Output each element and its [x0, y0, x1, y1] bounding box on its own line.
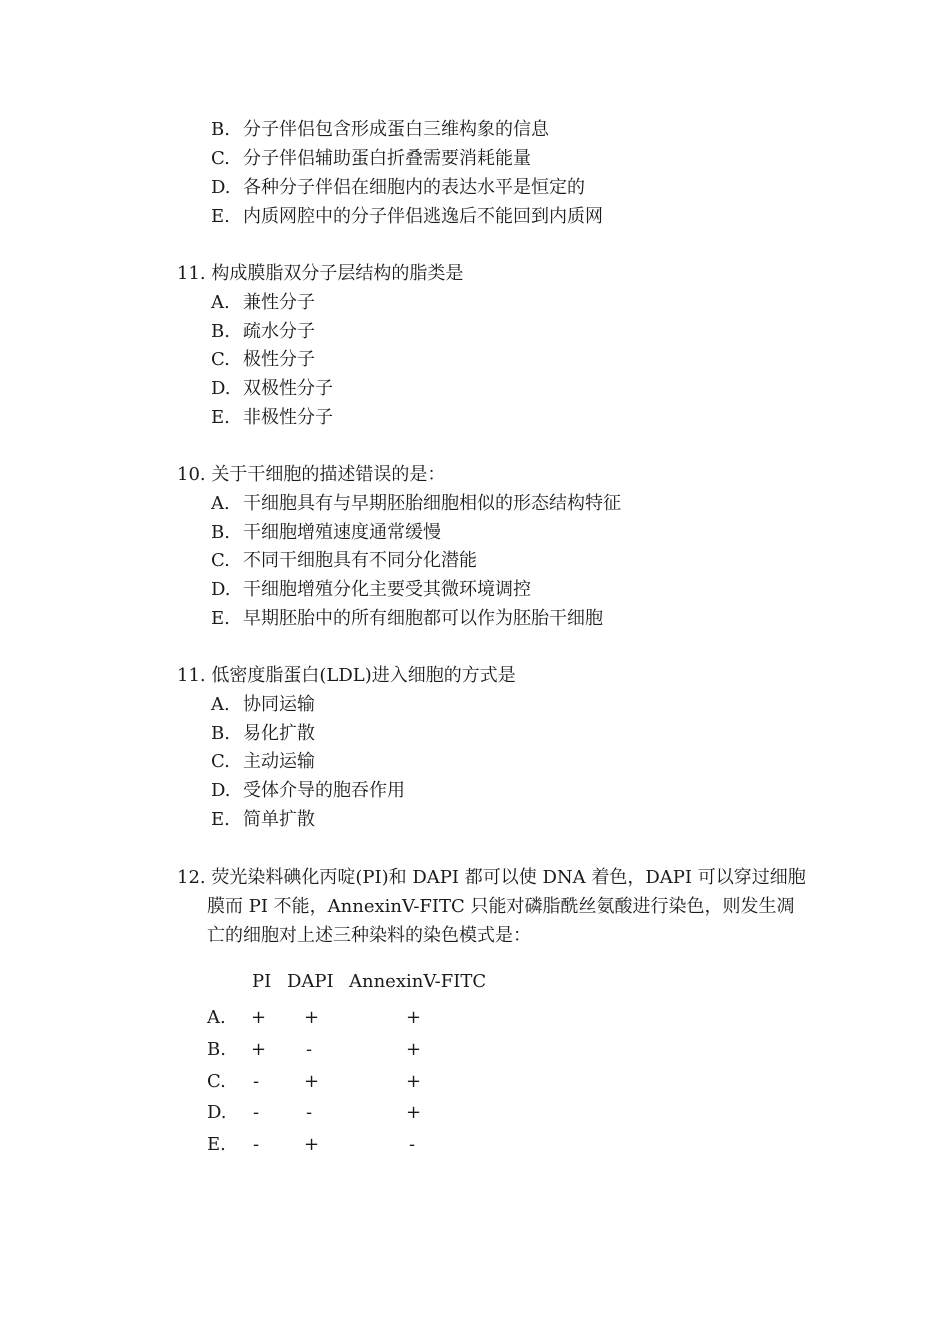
option-letter: A.	[211, 493, 230, 514]
option-letter: B.	[211, 522, 230, 543]
cell-dapi: -	[306, 1102, 313, 1123]
option-letter: E.	[211, 809, 230, 830]
cell-pi: -	[253, 1134, 260, 1155]
option-letter: A.	[211, 694, 230, 715]
option-a	[211, 693, 315, 717]
option-b	[211, 722, 315, 746]
question-text: 关于干细胞的描述错误的是：	[211, 464, 446, 485]
row-letter: D.	[207, 1102, 227, 1123]
option-text: 分子伴侣辅助蛋白折叠需要消耗能量	[243, 148, 531, 169]
question-number: 11.	[177, 263, 206, 284]
question-stem-line-1	[177, 866, 806, 890]
cell-dapi: +	[304, 1071, 320, 1092]
option-b	[211, 521, 441, 545]
option-text: 协同运输	[243, 694, 315, 715]
option-text: 干细胞增殖速度通常缓慢	[243, 522, 441, 543]
question-text: 荧光染料碘化丙啶(PI)和 DAPI 都可以使 DNA 着色，DAPI 可以穿过细胞	[211, 867, 806, 888]
cell-pi: -	[253, 1102, 260, 1123]
cell-annexin: +	[406, 1007, 422, 1028]
cell-annexin: -	[409, 1134, 416, 1155]
option-letter: C.	[211, 148, 230, 169]
option-letter: C.	[211, 349, 230, 370]
option-b	[211, 320, 315, 344]
question-stem-line-2: 膜而 PI 不能，AnnexinV-FITC 只能对磷脂酰丝氨酸进行染色，则发生凋	[207, 896, 795, 917]
option-letter: E.	[211, 608, 230, 629]
question-text: 低密度脂蛋白(LDL)进入细胞的方式是	[211, 665, 516, 686]
option-letter: C.	[211, 550, 230, 571]
option-letter: C.	[211, 751, 230, 772]
option-letter: B.	[211, 119, 230, 140]
cell-dapi: +	[304, 1007, 320, 1028]
option-c	[211, 750, 315, 774]
option-letter: B.	[211, 723, 230, 744]
option-e	[211, 607, 603, 631]
option-letter: D.	[211, 579, 231, 600]
option-e	[211, 406, 333, 430]
cell-annexin: +	[406, 1102, 422, 1123]
option-letter: D.	[211, 780, 231, 801]
option-text: 主动运输	[243, 751, 315, 772]
option-d	[211, 377, 333, 401]
option-text: 早期胚胎中的所有细胞都可以作为胚胎干细胞	[243, 608, 603, 629]
option-text: 不同干细胞具有不同分化潜能	[243, 550, 477, 571]
row-letter: C.	[207, 1071, 226, 1092]
option-d	[211, 578, 531, 602]
question-stem	[177, 262, 463, 286]
option-d	[211, 176, 585, 200]
option-a	[211, 291, 315, 315]
option-text: 极性分子	[243, 349, 315, 370]
cell-annexin: +	[406, 1071, 422, 1092]
cell-annexin: +	[406, 1039, 422, 1060]
option-letter: A.	[211, 292, 230, 313]
question-stem	[177, 463, 445, 487]
option-letter: B.	[211, 321, 230, 342]
option-letter: D.	[211, 378, 231, 399]
row-letter: B.	[207, 1039, 226, 1060]
option-b	[211, 118, 549, 142]
question-text: 构成膜脂双分子层结构的脂类是	[211, 263, 464, 284]
cell-pi: -	[253, 1071, 260, 1092]
option-letter: E.	[211, 407, 230, 428]
option-text: 易化扩散	[243, 723, 315, 744]
cell-dapi: -	[306, 1039, 313, 1060]
option-c	[211, 348, 315, 372]
option-letter: E.	[211, 206, 230, 227]
option-text: 内质网腔中的分子伴侣逃逸后不能回到内质网	[243, 206, 603, 227]
option-letter: D.	[211, 177, 231, 198]
option-text: 受体介导的胞吞作用	[243, 780, 405, 801]
row-letter: E.	[207, 1134, 226, 1155]
option-c	[211, 147, 531, 171]
row-letter: A.	[207, 1007, 226, 1028]
option-text: 分子伴侣包含形成蛋白三维构象的信息	[243, 119, 549, 140]
cell-pi: +	[251, 1039, 267, 1060]
option-text: 简单扩散	[243, 809, 315, 830]
question-number: 12.	[177, 867, 206, 888]
option-text: 疏水分子	[243, 321, 315, 342]
question-number: 11.	[177, 665, 206, 686]
table-header-dapi: DAPI	[287, 971, 334, 992]
option-text: 非极性分子	[243, 407, 333, 428]
option-c	[211, 549, 477, 573]
option-d	[211, 779, 405, 803]
cell-pi: +	[251, 1007, 267, 1028]
option-e	[211, 808, 315, 832]
option-text: 干细胞增殖分化主要受其微环境调控	[243, 579, 531, 600]
option-a	[211, 492, 621, 516]
cell-dapi: +	[304, 1134, 320, 1155]
option-text: 兼性分子	[243, 292, 315, 313]
option-text: 双极性分子	[243, 378, 333, 399]
option-text: 干细胞具有与早期胚胎细胞相似的形态结构特征	[243, 493, 621, 514]
option-text: 各种分子伴侣在细胞内的表达水平是恒定的	[243, 177, 585, 198]
question-stem	[177, 664, 516, 688]
question-stem-line-3: 亡的细胞对上述三种染料的染色模式是：	[207, 925, 531, 946]
table-header-annexin: AnnexinV-FITC	[349, 971, 487, 992]
table-header-pi: PI	[252, 971, 272, 992]
option-e	[211, 205, 603, 229]
question-number: 10.	[177, 464, 206, 485]
